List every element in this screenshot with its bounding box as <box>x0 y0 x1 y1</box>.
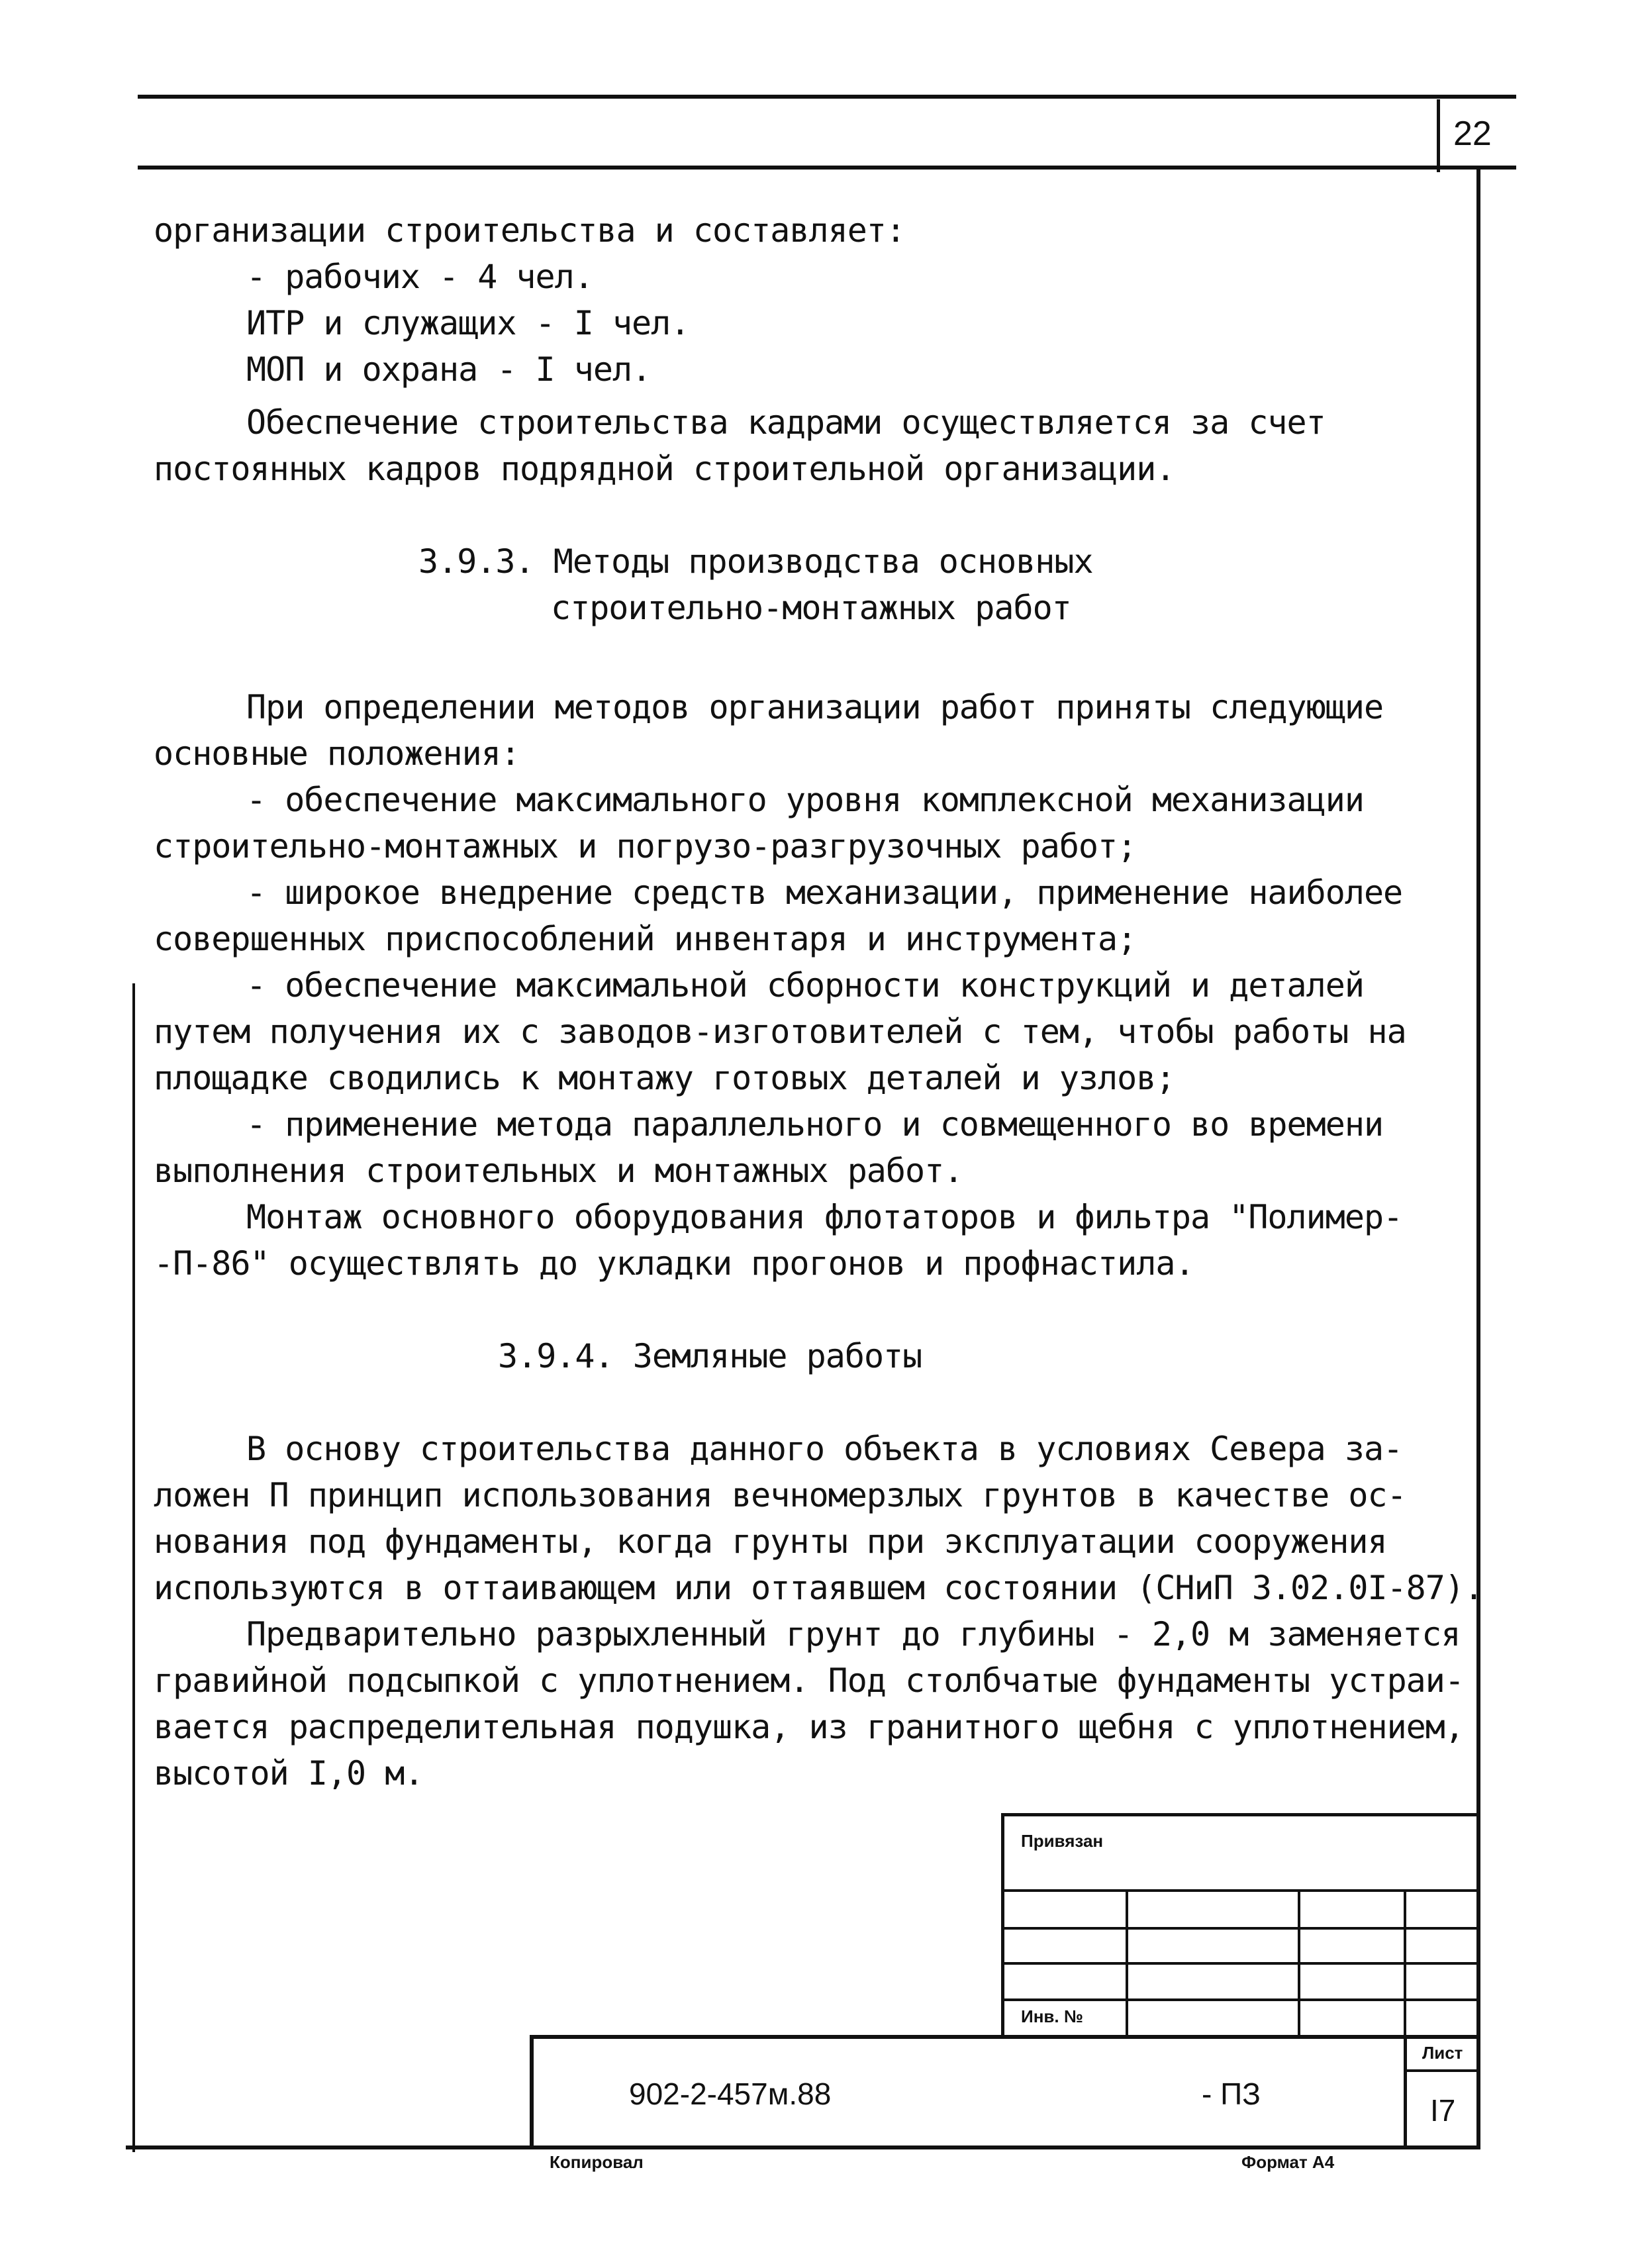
paragraph-line: постоянных кадров подрядной строительной организации. <box>154 450 1175 488</box>
sheet-number: I7 <box>1430 2093 1456 2128</box>
list-line: строительно-монтажных и погрузо-разгрузочных работ; <box>154 827 1137 865</box>
section-heading: 3.9.4. Земляные работы <box>498 1337 922 1375</box>
list-line: - обеспечение максимального уровня комплексной механизации <box>246 781 1364 819</box>
stamp-line <box>1001 1813 1480 1816</box>
section-heading: строительно-монтажных работ <box>551 589 1071 627</box>
list-line: - применение метода параллельного и совмещенного во времени <box>246 1105 1384 1144</box>
list-line: площадке сводились к монтажу готовых деталей и узлов; <box>154 1059 1175 1097</box>
paragraph-line: Обеспечение строительства кадрами осуществляется за счет <box>246 403 1326 442</box>
paragraph-line: Монтаж основного оборудования флотаторов и фильтра "Полимер- <box>246 1198 1403 1236</box>
page-corner-number: 22 <box>1453 115 1492 153</box>
right-border-line <box>1476 166 1480 2149</box>
paragraph-line: основные положения: <box>154 734 520 773</box>
stamp-line <box>530 2035 534 2149</box>
staff-line: ИТР и служащих - I чел. <box>246 304 690 342</box>
top-border-line <box>138 95 1516 99</box>
list-line: выполнения строительных и монтажных работ. <box>154 1152 963 1190</box>
paragraph-line: вается распределительная подушка, из гранитного щебня с уплотнением, <box>154 1708 1464 1746</box>
paragraph-line: используются в оттаивающем или оттаявшем состоянии (СНиП 3.02.0I-87). <box>154 1569 1484 1607</box>
stamp-line <box>1298 1889 1300 2035</box>
format-label: Формат А4 <box>1241 2152 1335 2172</box>
section-heading: 3.9.3. Методы производства основных <box>418 542 1093 581</box>
sheet-label: Лист <box>1422 2043 1463 2063</box>
list-line: совершенных приспособлений инвентаря и инструмента; <box>154 920 1137 958</box>
copied-by-label: Копировал <box>550 2152 644 2172</box>
stamp-line <box>1126 1889 1128 2035</box>
staff-line: МОП и охрана - I чел. <box>246 350 652 389</box>
header-rule-line <box>138 166 1516 170</box>
paragraph-line: гравийной подсыпкой с уплотнением. Под столбчатые фундаменты устраи- <box>154 1661 1464 1700</box>
margin-mark-line <box>132 983 135 2152</box>
paragraph-line: высотой I,0 м. <box>154 1754 424 1793</box>
stamp-line <box>1001 1813 1004 2038</box>
paragraph-line: В основу строительства данного объекта в условиях Севера за- <box>246 1430 1403 1468</box>
bottom-border-line <box>126 2145 1480 2149</box>
inv-label: Инв. № <box>1021 2006 1083 2026</box>
document-code: 902-2-457м.88 <box>629 2077 832 2111</box>
paragraph-line: -П-86" осуществлять до укладки прогонов и профнастила. <box>154 1244 1194 1283</box>
stamp-line <box>1404 1889 1406 2035</box>
stamp-line <box>530 2035 1480 2039</box>
corner-box-left-line <box>1437 99 1440 172</box>
staff-line: - рабочих - 4 чел. <box>246 258 593 296</box>
stamp-line <box>1001 1962 1480 1965</box>
stamp-line <box>1001 1998 1480 2001</box>
list-line: - обеспечение максимальной сборности конструкций и деталей <box>246 966 1364 1005</box>
intro-line: организации строительства и составляет: <box>154 211 905 250</box>
list-line: путем получения их с заводов-изготовителей с тем, чтобы работы на <box>154 1012 1406 1051</box>
paragraph-line: ложен П принцип использования вечномерзлых грунтов в качестве ос- <box>154 1476 1406 1514</box>
document-part: - ПЗ <box>1202 2077 1261 2111</box>
stamp-line <box>1404 2069 1480 2072</box>
list-line: - широкое внедрение средств механизации, применение наиболее <box>246 873 1403 912</box>
paragraph-line: Предварительно разрыхленный грунт до глубины - 2,0 м заменяется <box>246 1615 1461 1653</box>
stamp-line <box>1001 1889 1480 1892</box>
paragraph-line: нования под фундаменты, когда грунты при эксплуатации сооружения <box>154 1522 1387 1561</box>
approved-label: Привязан <box>1021 1831 1104 1851</box>
stamp-line <box>1404 2035 1407 2149</box>
paragraph-line: При определении методов организации работ приняты следующие <box>246 688 1384 726</box>
stamp-line <box>1001 1927 1480 1930</box>
